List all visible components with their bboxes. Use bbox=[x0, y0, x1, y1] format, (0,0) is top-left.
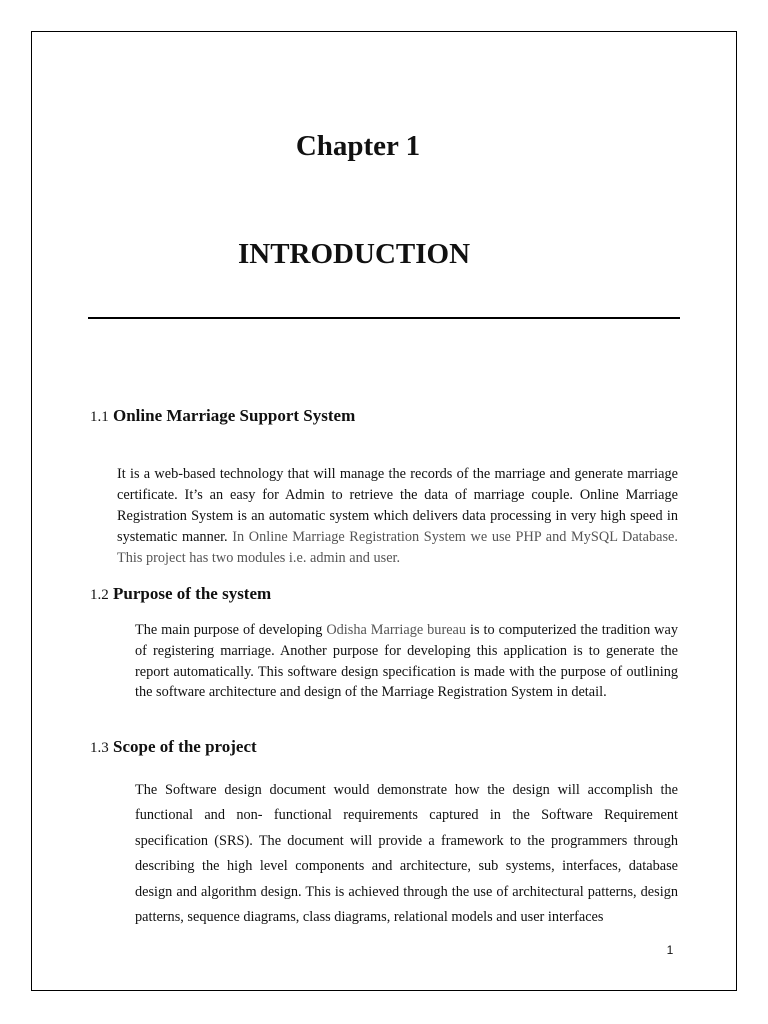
title-divider bbox=[88, 317, 680, 319]
section-paragraph-1-2 bbox=[135, 620, 678, 703]
section-heading-1-2 bbox=[90, 584, 271, 604]
chapter-title: INTRODUCTION bbox=[237, 238, 471, 270]
section-paragraph-1-1 bbox=[117, 464, 678, 569]
section-title: Purpose of the system bbox=[113, 584, 272, 603]
section-heading-1-3 bbox=[90, 737, 257, 757]
section-number: 1.2 bbox=[90, 587, 109, 603]
paragraph-text: The main purpose of developing bbox=[135, 622, 323, 638]
section-paragraph-1-3 bbox=[135, 778, 678, 930]
section-heading-1-1 bbox=[90, 406, 355, 426]
paragraph-text: The Software design document would demonstrate how the design will accomplish the functional and non- functional requirements captured in the Software Requirement specification (SRS). The document will provide a framework to the programmers through describing the high level components and architecture, sub systems, interfaces, database design and algorithm design. This is achieved through the use of architectural patterns, design patterns, sequence diagrams, class diagrams, relational models and user interfaces bbox=[135, 782, 678, 926]
paragraph-text-muted: Odisha Marriage bureau bbox=[326, 622, 467, 638]
paragraph-text: is to computerized the tradition way of registering marriage. Another purpose for developing this application is to generate the report automatically. This software design specification is made with the purpose of outlining the software architecture and design of the Marriage Registration System in detail. bbox=[135, 622, 679, 701]
chapter-label: Chapter 1 bbox=[295, 130, 421, 162]
section-title: Online Marriage Support System bbox=[113, 406, 356, 425]
paragraph-text-muted: In Online Marriage Registration System we use PHP and MySQL Database. This project has two modules i.e. admin and user. bbox=[117, 529, 678, 566]
section-number: 1.3 bbox=[90, 740, 109, 756]
section-title: Scope of the project bbox=[113, 737, 257, 756]
page-number: 1 bbox=[666, 943, 674, 957]
paragraph-text: It is a web-based technology that will manage the records of the marriage and generate marriage certificate. It’s an easy for Admin to retrieve the data of marriage couple. Online Marriage Registration System is an automatic system which delivers data processing in very high speed in systematic manner. bbox=[117, 466, 678, 545]
section-number: 1.1 bbox=[90, 409, 109, 425]
